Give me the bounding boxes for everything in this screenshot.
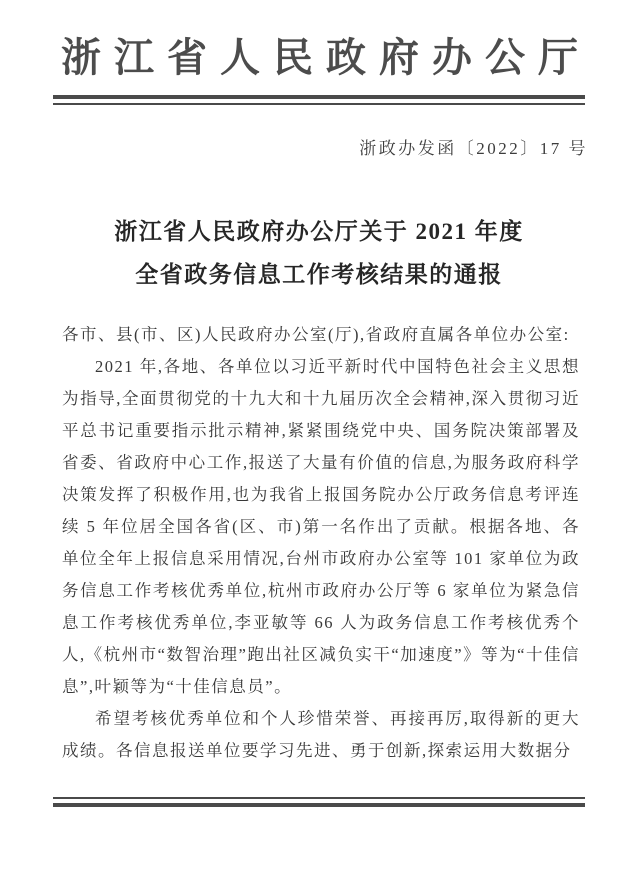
header-rule-thin-line	[53, 103, 585, 105]
body-paragraph-2: 希望考核优秀单位和个人珍惜荣誉、再接再厉,取得新的更大成绩。各信息报送单位要学习先进、勇于创新,探索运用大数据分	[62, 709, 580, 760]
document-body	[62, 319, 580, 799]
document-title-line-2: 全省政务信息工作考核结果的通报	[135, 261, 503, 287]
document-number: 浙政办发函〔2022〕17 号	[359, 138, 588, 158]
header-rule-thick-line	[53, 95, 585, 99]
salutation-line: 各市、县(市、区)人民政府办公室(厅),省政府直属各单位办公室:	[62, 325, 570, 344]
document-title-line-1: 浙江省人民政府办公厅关于 2021 年度	[114, 218, 524, 244]
header-double-rule	[53, 95, 585, 105]
footer-rule-thick-line	[53, 803, 585, 807]
footer-double-rule	[53, 797, 585, 807]
footer-rule-thin-line	[53, 797, 585, 799]
document-title	[0, 210, 638, 296]
body-paragraph-1: 2021 年,各地、各单位以习近平新时代中国特色社会主义思想为指导,全面贯彻党的十九大和十九届历次全会精神,深入贯彻习近平总书记重要指示批示精神,紧紧围绕党中央、国务院决策部署及省委、省政府中心工作,报送了大量有价值的信息,为服务政府科学决策发挥了积极作用,也为我省上报国务院办公厅政务信息考评连续 5 年位居全国各省(区、市)第一名作出了贡献。根据各地、各单位全年上报信息采用情况,台州市政府办公室等 101 家单位为政务信息工作考核优秀单位,杭州市政府办公厅等 6 家单位为紧急信息工作考核优秀单位,李亚敏等 66 人为政务信息工作考核优秀个人,《杭州市“数智治理”跑出社区减负实干“加速度”》等为“十佳信息”,叶颖等为“十佳信息员”。	[62, 357, 580, 696]
masthead-title: 浙江省人民政府办公厅	[61, 35, 591, 80]
